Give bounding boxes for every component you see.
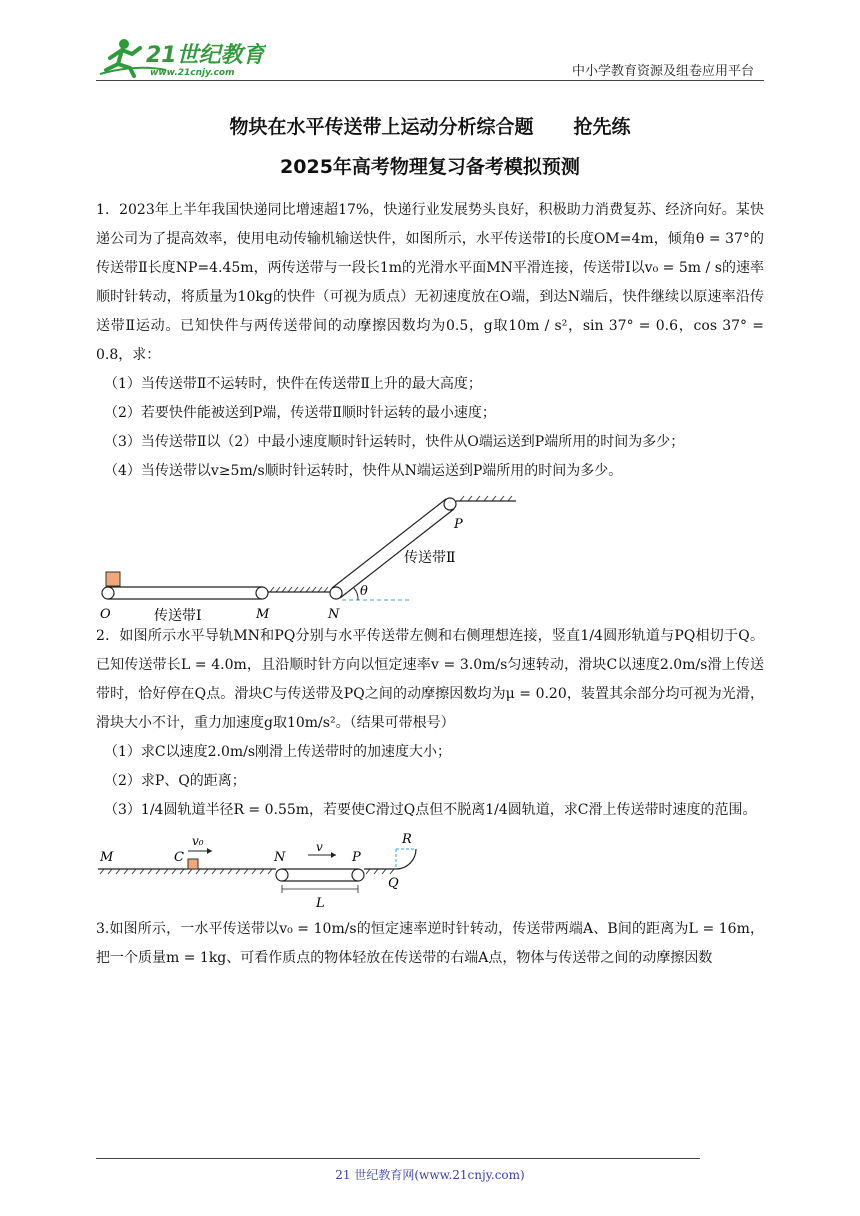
q2-figure <box>96 831 436 915</box>
header-divider <box>96 80 764 81</box>
logo-url: www.21cnjy.com <box>150 68 235 78</box>
label-m: M <box>256 607 270 622</box>
q2-part-2: （2）求P、Q的距离； <box>104 773 246 789</box>
title-main: 物块在水平传送带上运动分析综合题 <box>229 116 534 138</box>
q1-stem: 1．2023年上半年我国快递同比增速超17%，快递行业发展势头良好，积极助力消费复苏、经济向好。某快递公司为了提高效率，使用电动传输机输送快件，如图所示，水平传送带Ⅰ的长度OM=4m，倾角θ = 37°的传送带Ⅱ长度NP=4.45m，两传送带与一段长1m的光滑水平面MN平滑连接，传送带Ⅰ以v₀ = 5m / s的速率顺时针转动，将质量为10kg的快件（可视为质点）无初速度放在O端，到达N端后，快件继续以原速率沿传送带Ⅱ运动。已知快件与两传送带间的动摩擦因数均为0.5，g取10m / s²，sin 37° = 0.6，cos 37° = 0.8，求： <box>96 202 764 363</box>
label-theta: θ <box>360 584 368 599</box>
label-m: M <box>100 850 114 865</box>
label-belt2: 传送带Ⅱ <box>404 550 456 566</box>
logo-text: 21世纪教育 <box>146 43 265 68</box>
label-n: N <box>274 850 286 865</box>
roller-m <box>256 587 268 599</box>
footer-text: 21 世纪教育网(www.21cnjy.com) <box>335 1168 525 1182</box>
package-box <box>106 572 120 586</box>
label-belt1: 传送带Ⅰ <box>154 608 202 622</box>
q1-part-2: （2）若要快件能被送到P端，传送带Ⅱ顺时针运转的最小速度； <box>104 405 496 421</box>
label-p: P <box>454 517 463 532</box>
q2-stem: 2．如图所示水平导轨MN和PQ分别与水平传送带左侧和右侧理想连接，竖直1/4圆形轨道与PQ相切于Q。已知传送带长L = 4.0m，且沿顺时针方向以恒定速率v = 3.0m/s匀速转动，滑块C以速度2.0m/s滑上传送带时，恰好停在Q点。滑块C与传送带及PQ之间的动摩擦因数均为μ = 0.20，装置其余部分均可视为光滑，滑块大小不计，重力加速度g取10m/s²。（结果可带根号） <box>96 628 764 731</box>
title-tag: 抢先练 <box>573 116 631 138</box>
page-title <box>0 112 860 139</box>
label-o: O <box>100 607 111 622</box>
label-c: C <box>174 850 184 865</box>
document-body <box>96 196 764 973</box>
label-r: R <box>402 832 412 847</box>
q3-stem: 3.如图所示，一水平传送带以v₀ = 10m/s的恒定速率逆时针转动，传送带两端A、B间的距离为L = 16m，把一个质量m = 1kg、可看作质点的物体轻放在传送带的右端A点，物体与传送带之间的动摩擦因数 <box>96 921 764 966</box>
label-n: N <box>328 607 340 622</box>
q2-part-1: （1）求C以速度2.0m/s刚滑上传送带时的加速度大小； <box>104 744 452 760</box>
block-c <box>188 859 198 869</box>
footer-divider <box>96 1158 700 1159</box>
roller-right <box>352 869 364 881</box>
label-v0: v₀ <box>192 834 204 848</box>
label-v: v <box>316 840 323 854</box>
page-subtitle: 2025年高考物理复习备考模拟预测 <box>280 156 580 178</box>
q2-part-3: （3）1/4圆轨道半径R = 0.55m，若要使C滑过Q点但不脱离1/4圆轨道，求C滑上传送带时速度的范围。 <box>104 802 757 818</box>
site-logo <box>96 34 266 80</box>
platform-name: 中小学教育资源及组卷应用平台 <box>571 64 754 79</box>
label-p: P <box>352 850 361 865</box>
q1-part-1: （1）当传送带Ⅱ不运转时，快件在传送带Ⅱ上升的最大高度； <box>104 376 482 392</box>
label-l: L <box>316 896 325 911</box>
q1-part-4: （4）当传送带以v≥5m/s顺时针运转时，快件从N端运送到P端所用的时间为多少。 <box>104 463 623 479</box>
roller-left <box>276 869 288 881</box>
q1-figure <box>96 492 516 622</box>
label-q: Q <box>388 876 399 891</box>
roller-o <box>102 587 114 599</box>
quarter-circle <box>396 849 416 869</box>
q1-part-3: （3）当传送带Ⅱ以（2）中最小速度顺时针运转时，快件从O端运送到P端所用的时间为多少； <box>104 434 685 450</box>
